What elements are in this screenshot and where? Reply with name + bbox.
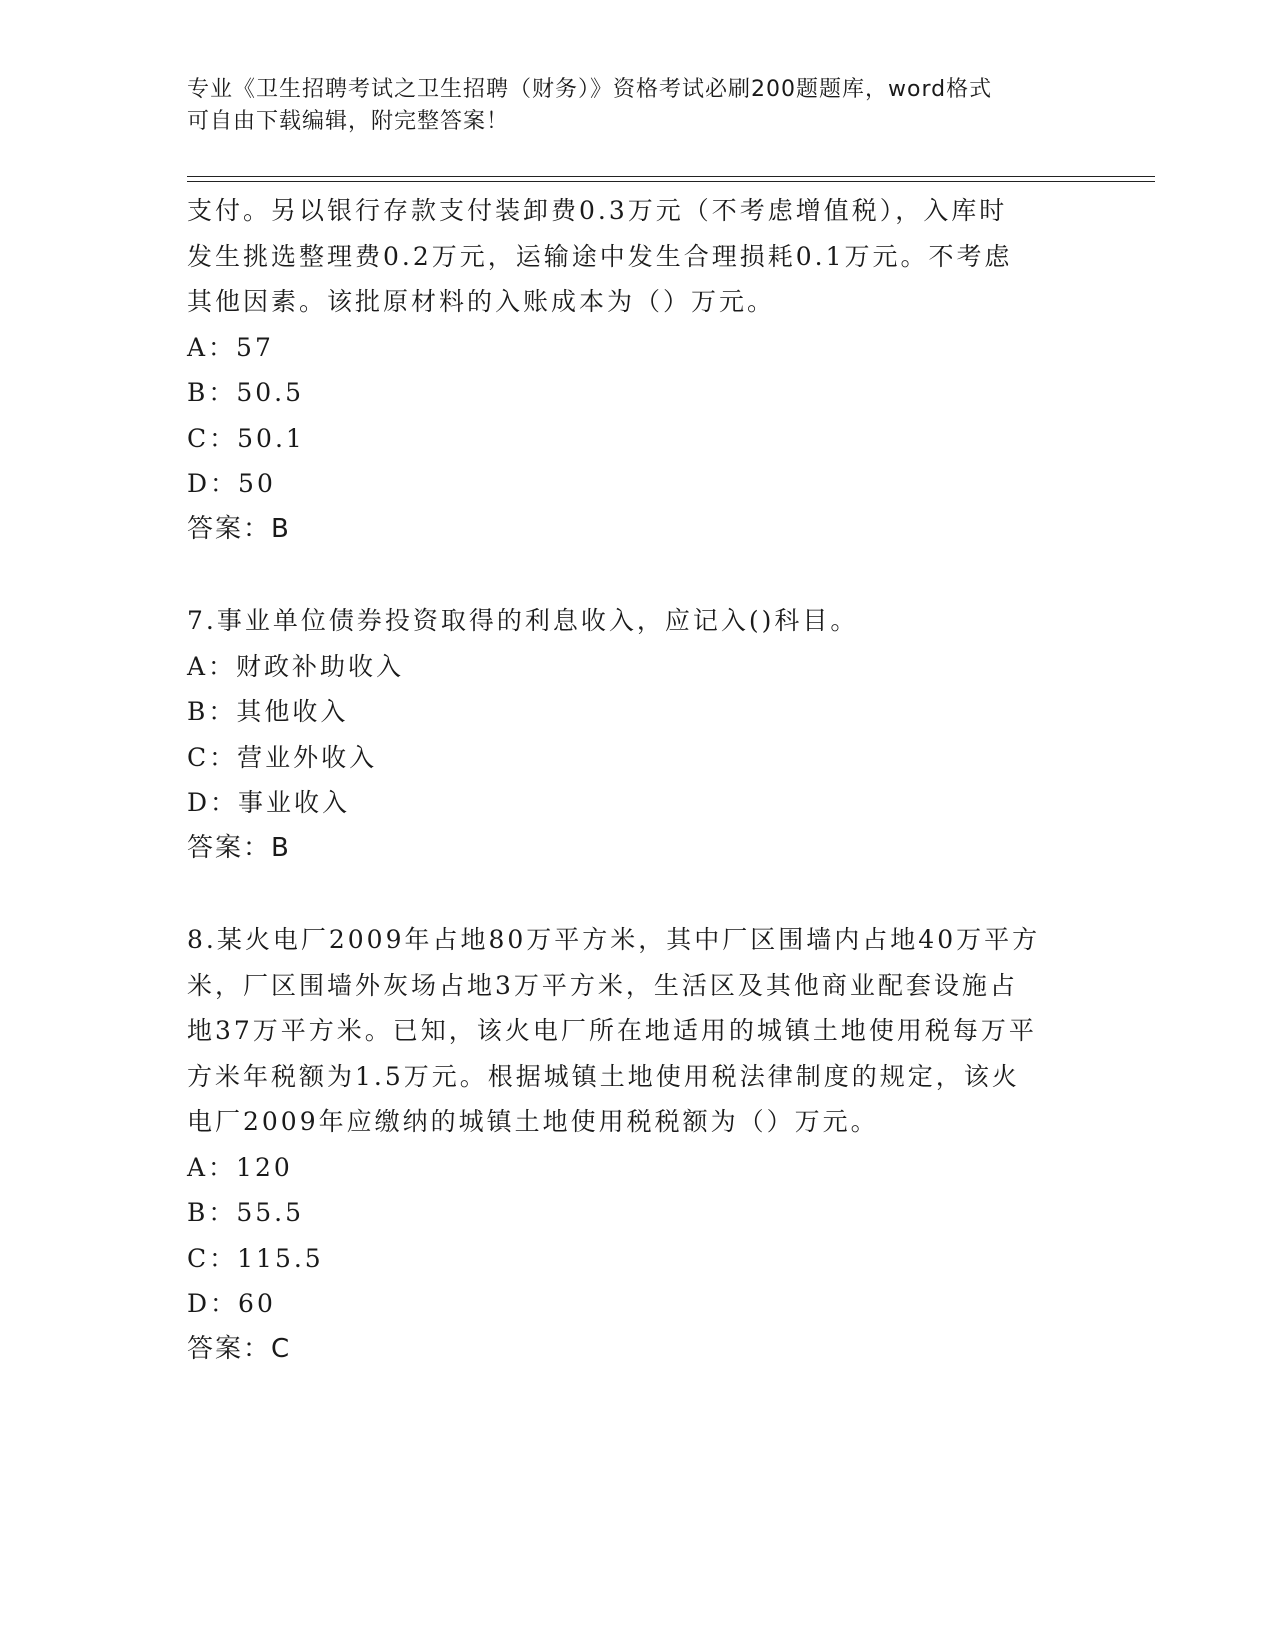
answer-label: 答案：B [187, 832, 291, 863]
option-b: B：50.5 [187, 378, 305, 407]
question-text-line: 7.事业单位债券投资取得的利息收入，应记入()科目。 [187, 606, 859, 635]
question-text-line: 米，厂区围墙外灰场占地3万平方米，生活区及其他商业配套设施占 [187, 970, 1018, 1000]
header-divider-top [187, 176, 1155, 177]
question-text-line: 发生挑选整理费0.2万元，运输途中发生合理损耗0.1万元。不考虑 [187, 241, 1013, 271]
option-a: A：120 [187, 1152, 293, 1182]
question-6-continued [187, 188, 1087, 552]
question-8 [187, 917, 1087, 1372]
header-title-line-1: 专业《卫生招聘考试之卫生招聘（财务）》资格考试必刷200题题库，word格式 [187, 77, 993, 102]
question-list [187, 188, 1087, 1372]
answer-label: 答案：B [187, 513, 291, 544]
option-b: B：55.5 [187, 1198, 305, 1227]
option-d: D：事业收入 [187, 788, 351, 817]
option-c: C：营业外收入 [187, 742, 378, 772]
question-text-line: 地37万平方米。已知，该火电厂所在地适用的城镇土地使用税每万平 [187, 1016, 1037, 1045]
document-header [187, 74, 1087, 138]
question-text-line: 8.某火电厂2009年占地80万平方米，其中厂区围墙内占地40万平方 [187, 925, 1041, 954]
question-text-line: 其他因素。该批原材料的入账成本为（）万元。 [187, 287, 776, 316]
spacer [187, 871, 1087, 917]
option-a: A：57 [187, 332, 274, 362]
option-a: A：财政补助收入 [187, 651, 405, 681]
answer-label: 答案：C [187, 1333, 292, 1364]
question-text-line: 方米年税额为1.5万元。根据城镇土地使用税法律制度的规定，该火 [187, 1061, 1020, 1091]
header-title-line-2: 可自由下载编辑，附完整答案！ [187, 109, 510, 134]
question-text-line: 支付。另以银行存款支付装卸费0.3万元（不考虑增值税），入库时 [187, 196, 1008, 225]
option-d: D：50 [187, 469, 276, 498]
question-text-line: 电厂2009年应缴纳的城镇土地使用税税额为（）万元。 [187, 1107, 879, 1136]
option-c: C：115.5 [187, 1243, 324, 1273]
option-c: C：50.1 [187, 423, 305, 453]
option-b: B：其他收入 [187, 697, 349, 726]
option-d: D：60 [187, 1289, 276, 1318]
question-7 [187, 598, 1087, 871]
header-divider-bottom [187, 181, 1155, 182]
spacer [187, 552, 1087, 598]
